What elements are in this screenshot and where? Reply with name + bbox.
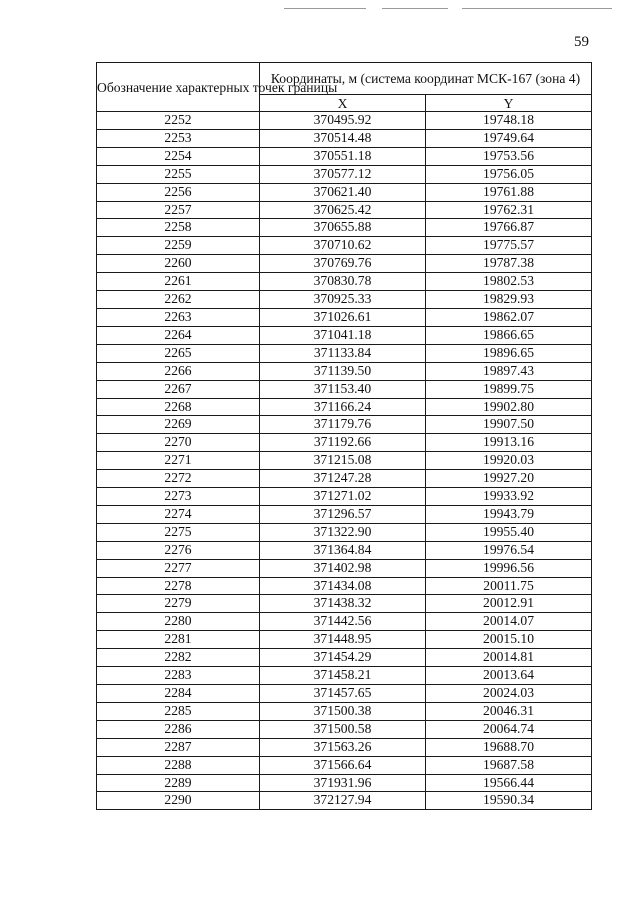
x-cell: 370514.48 bbox=[260, 129, 426, 147]
y-cell: 19955.40 bbox=[426, 523, 592, 541]
point-cell: 2277 bbox=[97, 559, 260, 577]
x-cell: 371179.76 bbox=[260, 416, 426, 434]
y-cell: 19902.80 bbox=[426, 398, 592, 416]
x-cell: 370830.78 bbox=[260, 273, 426, 291]
table-row bbox=[97, 434, 592, 452]
point-cell: 2274 bbox=[97, 505, 260, 523]
table-row bbox=[97, 488, 592, 506]
top-rule-right bbox=[462, 8, 612, 9]
table-row bbox=[97, 380, 592, 398]
table-row bbox=[97, 523, 592, 541]
x-cell: 371931.96 bbox=[260, 774, 426, 792]
point-cell: 2252 bbox=[97, 112, 260, 130]
point-cell: 2258 bbox=[97, 219, 260, 237]
x-cell: 371438.32 bbox=[260, 595, 426, 613]
table-row bbox=[97, 685, 592, 703]
point-cell: 2254 bbox=[97, 147, 260, 165]
point-cell: 2256 bbox=[97, 183, 260, 201]
point-cell: 2267 bbox=[97, 380, 260, 398]
x-cell: 371457.65 bbox=[260, 685, 426, 703]
table-row bbox=[97, 112, 592, 130]
x-cell: 371139.50 bbox=[260, 362, 426, 380]
y-cell: 19996.56 bbox=[426, 559, 592, 577]
table-row bbox=[97, 291, 592, 309]
x-cell: 371296.57 bbox=[260, 505, 426, 523]
point-cell: 2281 bbox=[97, 631, 260, 649]
point-cell: 2282 bbox=[97, 649, 260, 667]
point-cell: 2272 bbox=[97, 470, 260, 488]
point-cell: 2257 bbox=[97, 201, 260, 219]
x-cell: 370551.18 bbox=[260, 147, 426, 165]
point-cell: 2260 bbox=[97, 255, 260, 273]
y-cell: 20015.10 bbox=[426, 631, 592, 649]
y-cell: 19927.20 bbox=[426, 470, 592, 488]
y-cell: 19787.38 bbox=[426, 255, 592, 273]
table-row bbox=[97, 255, 592, 273]
table-row bbox=[97, 147, 592, 165]
point-cell: 2270 bbox=[97, 434, 260, 452]
table-row bbox=[97, 505, 592, 523]
x-cell: 371041.18 bbox=[260, 326, 426, 344]
table-row bbox=[97, 219, 592, 237]
x-cell: 372127.94 bbox=[260, 792, 426, 810]
point-cell: 2253 bbox=[97, 129, 260, 147]
y-cell: 19866.65 bbox=[426, 326, 592, 344]
y-cell: 19590.34 bbox=[426, 792, 592, 810]
y-cell: 19687.58 bbox=[426, 756, 592, 774]
page-number: 59 bbox=[574, 34, 589, 50]
table-row bbox=[97, 183, 592, 201]
y-cell: 20046.31 bbox=[426, 702, 592, 720]
x-cell: 370495.92 bbox=[260, 112, 426, 130]
x-cell: 371026.61 bbox=[260, 308, 426, 326]
table-header bbox=[97, 63, 592, 112]
point-cell: 2283 bbox=[97, 667, 260, 685]
x-cell: 370925.33 bbox=[260, 291, 426, 309]
y-cell: 19753.56 bbox=[426, 147, 592, 165]
x-cell: 371402.98 bbox=[260, 559, 426, 577]
point-cell: 2289 bbox=[97, 774, 260, 792]
y-cell: 19896.65 bbox=[426, 344, 592, 362]
table-row bbox=[97, 738, 592, 756]
point-cell: 2261 bbox=[97, 273, 260, 291]
y-cell: 19899.75 bbox=[426, 380, 592, 398]
y-cell: 20024.03 bbox=[426, 685, 592, 703]
x-cell: 371364.84 bbox=[260, 541, 426, 559]
x-cell: 371153.40 bbox=[260, 380, 426, 398]
y-cell: 19761.88 bbox=[426, 183, 592, 201]
y-cell: 19862.07 bbox=[426, 308, 592, 326]
table-row bbox=[97, 452, 592, 470]
point-cell: 2275 bbox=[97, 523, 260, 541]
x-cell: 371247.28 bbox=[260, 470, 426, 488]
y-cell: 19920.03 bbox=[426, 452, 592, 470]
y-cell: 20014.07 bbox=[426, 613, 592, 631]
x-cell: 371442.56 bbox=[260, 613, 426, 631]
table-row bbox=[97, 129, 592, 147]
point-cell: 2269 bbox=[97, 416, 260, 434]
y-cell: 19762.31 bbox=[426, 201, 592, 219]
y-cell: 19766.87 bbox=[426, 219, 592, 237]
point-cell: 2255 bbox=[97, 165, 260, 183]
y-cell: 19913.16 bbox=[426, 434, 592, 452]
x-cell: 371322.90 bbox=[260, 523, 426, 541]
x-cell: 370577.12 bbox=[260, 165, 426, 183]
point-cell: 2288 bbox=[97, 756, 260, 774]
y-cell: 19749.64 bbox=[426, 129, 592, 147]
point-cell: 2262 bbox=[97, 291, 260, 309]
table-row bbox=[97, 774, 592, 792]
y-cell: 20013.64 bbox=[426, 667, 592, 685]
table-row bbox=[97, 362, 592, 380]
table-row bbox=[97, 756, 592, 774]
x-cell: 371434.08 bbox=[260, 577, 426, 595]
coordinates-table bbox=[96, 62, 592, 810]
table-row bbox=[97, 344, 592, 362]
point-cell: 2264 bbox=[97, 326, 260, 344]
y-cell: 19688.70 bbox=[426, 738, 592, 756]
point-cell: 2266 bbox=[97, 362, 260, 380]
point-cell: 2290 bbox=[97, 792, 260, 810]
y-cell: 19897.43 bbox=[426, 362, 592, 380]
table-row bbox=[97, 470, 592, 488]
y-cell: 19907.50 bbox=[426, 416, 592, 434]
table-row bbox=[97, 237, 592, 255]
y-cell: 19802.53 bbox=[426, 273, 592, 291]
table-row bbox=[97, 613, 592, 631]
table-row bbox=[97, 559, 592, 577]
x-cell: 371566.64 bbox=[260, 756, 426, 774]
x-cell: 370769.76 bbox=[260, 255, 426, 273]
y-cell: 19943.79 bbox=[426, 505, 592, 523]
x-cell: 371500.38 bbox=[260, 702, 426, 720]
y-cell: 20011.75 bbox=[426, 577, 592, 595]
table-row bbox=[97, 326, 592, 344]
x-cell: 371215.08 bbox=[260, 452, 426, 470]
table-row bbox=[97, 273, 592, 291]
table-row bbox=[97, 577, 592, 595]
x-cell: 370655.88 bbox=[260, 219, 426, 237]
table-row bbox=[97, 201, 592, 219]
table-row bbox=[97, 631, 592, 649]
point-cell: 2278 bbox=[97, 577, 260, 595]
y-cell: 20014.81 bbox=[426, 649, 592, 667]
point-cell: 2280 bbox=[97, 613, 260, 631]
point-cell: 2259 bbox=[97, 237, 260, 255]
x-cell: 370621.40 bbox=[260, 183, 426, 201]
x-cell: 370710.62 bbox=[260, 237, 426, 255]
point-cell: 2268 bbox=[97, 398, 260, 416]
table-row bbox=[97, 165, 592, 183]
x-cell: 371133.84 bbox=[260, 344, 426, 362]
point-cell: 2286 bbox=[97, 720, 260, 738]
table-row bbox=[97, 720, 592, 738]
x-cell: 371448.95 bbox=[260, 631, 426, 649]
top-rule-left bbox=[284, 8, 366, 9]
table-row bbox=[97, 649, 592, 667]
point-cell: 2276 bbox=[97, 541, 260, 559]
point-column-header: Обозначение характерных точек границы bbox=[97, 63, 260, 112]
table-row bbox=[97, 702, 592, 720]
table-row bbox=[97, 541, 592, 559]
point-cell: 2279 bbox=[97, 595, 260, 613]
table-row bbox=[97, 398, 592, 416]
y-cell: 20064.74 bbox=[426, 720, 592, 738]
y-cell: 19829.93 bbox=[426, 291, 592, 309]
point-cell: 2273 bbox=[97, 488, 260, 506]
x-cell: 371192.66 bbox=[260, 434, 426, 452]
y-cell: 19748.18 bbox=[426, 112, 592, 130]
point-cell: 2271 bbox=[97, 452, 260, 470]
x-cell: 371166.24 bbox=[260, 398, 426, 416]
point-cell: 2263 bbox=[97, 308, 260, 326]
y-cell: 20012.91 bbox=[426, 595, 592, 613]
y-cell: 19976.54 bbox=[426, 541, 592, 559]
table-row bbox=[97, 595, 592, 613]
top-rule-middle bbox=[382, 8, 448, 9]
y-cell: 19756.05 bbox=[426, 165, 592, 183]
x-column-header: X bbox=[260, 95, 426, 112]
y-column-header: Y bbox=[426, 95, 592, 112]
table-row bbox=[97, 416, 592, 434]
coordinates-group-header: Координаты, м (система координат МСК-167 (зона 4) bbox=[260, 63, 592, 95]
y-cell: 19775.57 bbox=[426, 237, 592, 255]
point-cell: 2265 bbox=[97, 344, 260, 362]
table-body bbox=[97, 112, 592, 810]
table-row bbox=[97, 667, 592, 685]
x-cell: 371271.02 bbox=[260, 488, 426, 506]
x-cell: 371500.58 bbox=[260, 720, 426, 738]
y-cell: 19566.44 bbox=[426, 774, 592, 792]
point-cell: 2287 bbox=[97, 738, 260, 756]
y-cell: 19933.92 bbox=[426, 488, 592, 506]
x-cell: 370625.42 bbox=[260, 201, 426, 219]
table-row bbox=[97, 308, 592, 326]
x-cell: 371458.21 bbox=[260, 667, 426, 685]
point-cell: 2284 bbox=[97, 685, 260, 703]
point-cell: 2285 bbox=[97, 702, 260, 720]
x-cell: 371454.29 bbox=[260, 649, 426, 667]
table-row bbox=[97, 792, 592, 810]
x-cell: 371563.26 bbox=[260, 738, 426, 756]
